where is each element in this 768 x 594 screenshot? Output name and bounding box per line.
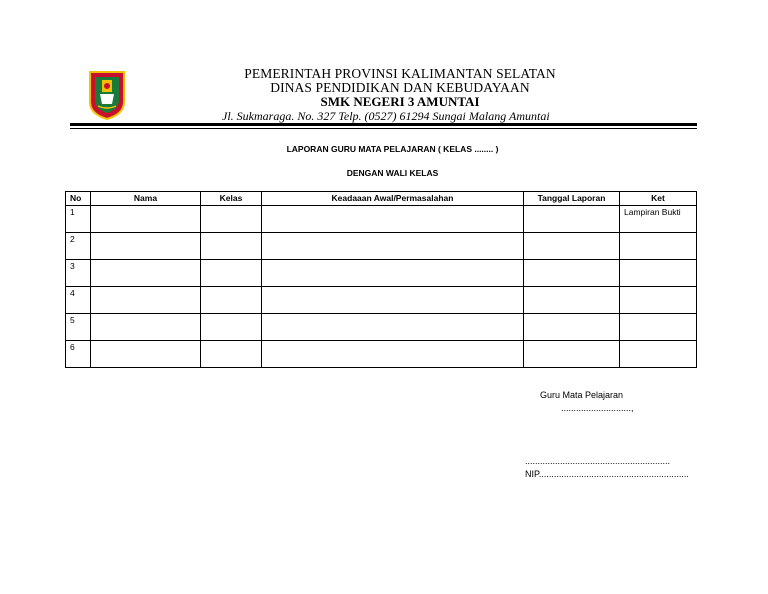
cell-tanggal bbox=[524, 314, 620, 341]
cell-keadaan bbox=[262, 233, 524, 260]
cell-nama bbox=[91, 206, 201, 233]
table-row bbox=[66, 341, 697, 368]
table-row bbox=[66, 233, 697, 260]
cell-kelas bbox=[201, 233, 262, 260]
cell-ket bbox=[620, 233, 697, 260]
cell-nama bbox=[91, 260, 201, 287]
letterhead-address: Jl. Sukmaraga. No. 327 Telp. (0527) 61294 Sungai Malang Amuntai bbox=[222, 109, 550, 123]
cell-ket bbox=[620, 260, 697, 287]
table-row bbox=[66, 314, 697, 341]
letterhead-agency: DINAS PENDIDIKAN DAN KEBUDAYAAN bbox=[270, 80, 530, 95]
table-row bbox=[66, 206, 697, 233]
table-row bbox=[66, 287, 697, 314]
cell-no: 5 bbox=[66, 314, 91, 341]
signature-nip: NIP............................................................ bbox=[525, 469, 689, 479]
cell-nama bbox=[91, 233, 201, 260]
header-no: No bbox=[66, 192, 91, 206]
cell-kelas bbox=[201, 206, 262, 233]
cell-no: 2 bbox=[66, 233, 91, 260]
cell-keadaan bbox=[262, 260, 524, 287]
cell-tanggal bbox=[524, 287, 620, 314]
cell-keadaan bbox=[262, 287, 524, 314]
cell-tanggal bbox=[524, 260, 620, 287]
table-header-row bbox=[66, 192, 697, 206]
cell-nama bbox=[91, 341, 201, 368]
cell-ket bbox=[620, 314, 697, 341]
cell-ket bbox=[620, 341, 697, 368]
cell-tanggal bbox=[524, 341, 620, 368]
cell-no: 3 bbox=[66, 260, 91, 287]
cell-kelas bbox=[201, 287, 262, 314]
cell-keadaan bbox=[262, 314, 524, 341]
header-tanggal: Tanggal Laporan bbox=[524, 192, 620, 206]
cell-tanggal bbox=[524, 206, 620, 233]
cell-keadaan bbox=[262, 206, 524, 233]
cell-nama bbox=[91, 314, 201, 341]
cell-ket bbox=[620, 287, 697, 314]
cell-no: 6 bbox=[66, 341, 91, 368]
header-keadaan: Keadaaan Awal/Permasalahan bbox=[262, 192, 524, 206]
header-ket: Ket bbox=[620, 192, 697, 206]
letterhead-government: PEMERINTAH PROVINSI KALIMANTAN SELATAN bbox=[244, 66, 556, 81]
letterhead-school: SMK NEGERI 3 AMUNTAI bbox=[320, 94, 480, 109]
cell-kelas bbox=[201, 341, 262, 368]
report-title: LAPORAN GURU MATA PELAJARAN ( KELAS ........ ) bbox=[286, 144, 499, 154]
cell-nama bbox=[91, 287, 201, 314]
signature-name-line: .......................................................... bbox=[525, 456, 671, 466]
cell-ket: Lampiran Bukti bbox=[620, 206, 697, 233]
cell-no: 1 bbox=[66, 206, 91, 233]
cell-kelas bbox=[201, 260, 262, 287]
letterhead-rule-thin bbox=[70, 128, 697, 129]
letterhead-rule-thick bbox=[70, 123, 697, 126]
table-row bbox=[66, 260, 697, 287]
cell-tanggal bbox=[524, 233, 620, 260]
report-table bbox=[65, 191, 697, 368]
header-nama: Nama bbox=[91, 192, 201, 206]
cell-kelas bbox=[201, 314, 262, 341]
cell-keadaan bbox=[262, 341, 524, 368]
header-kelas: Kelas bbox=[201, 192, 262, 206]
signature-role: Guru Mata Pelajaran bbox=[540, 390, 624, 400]
letterhead bbox=[200, 67, 600, 109]
report-subtitle: DENGAN WALI KELAS bbox=[346, 168, 439, 178]
signature-place-date: ............................, bbox=[561, 403, 634, 413]
provincial-crest-icon bbox=[88, 70, 126, 120]
cell-no: 4 bbox=[66, 287, 91, 314]
